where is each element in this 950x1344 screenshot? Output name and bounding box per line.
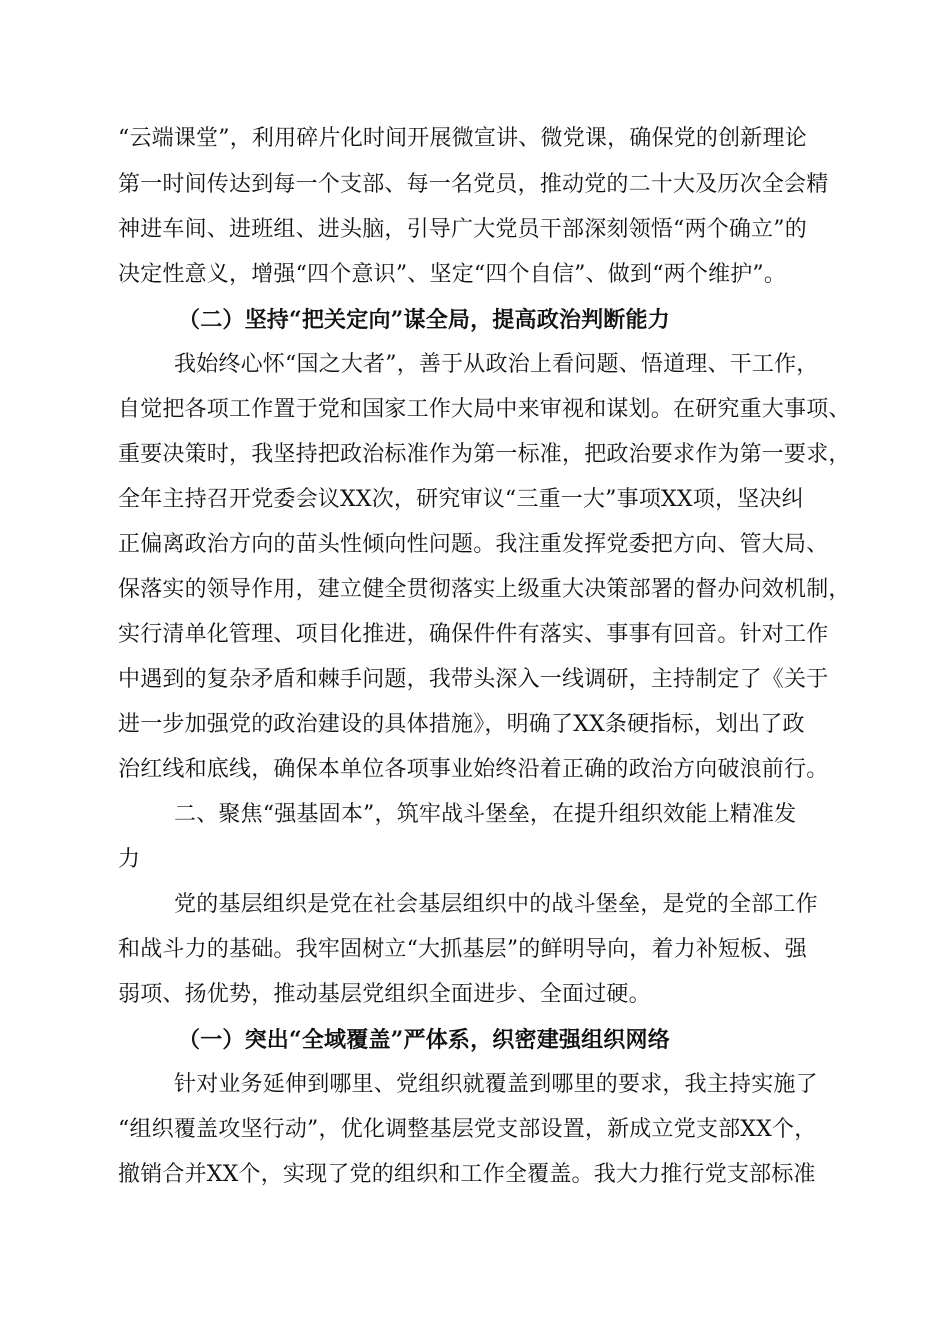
body-line: 重要决策时，我坚持把政治标准作为第一标准，把政治要求作为第一要求，	[118, 442, 851, 467]
body-line: 正偏离政治方向的苗头性倾向性问题。我注重发挥党委把方向、管大局、	[118, 532, 829, 557]
body-line: 治红线和底线，确保本单位各项事业始终沿着正确的政治方向破浪前行。	[118, 757, 829, 782]
body-line: 进一步加强党的政治建设的具体措施》，明确了XX条硬指标，划出了政	[118, 712, 805, 737]
body-line: 中遇到的复杂矛盾和棘手问题，我带头深入一线调研，主持制定了《关于	[118, 667, 829, 692]
body-line: 决定性意义，增强“四个意识”、坚定“四个自信”、做到“两个维护”。	[118, 262, 787, 287]
body-line: “云端课堂”，利用碎片化时间开展微宣讲、微党课，确保党的创新理论	[118, 126, 807, 151]
section-heading: （一）突出“全域覆盖”严体系，织密建强组织网络	[178, 1027, 670, 1053]
body-line: 实行清单化管理、项目化推进，确保件件有落实、事事有回音。针对工作	[118, 622, 829, 647]
body-line: 保落实的领导作用，建立健全贯彻落实上级重大决策部署的督办问效机制，	[118, 577, 851, 602]
body-line: 全年主持召开党委会议XX次，研究审议“三重一大”事项XX项，坚决纠	[118, 487, 804, 512]
body-line: 自觉把各项工作置于党和国家工作大局中来审视和谋划。在研究重大事项、	[118, 397, 851, 422]
body-line: 第一时间传达到每一个支部、每一名党员，推动党的二十大及历次全会精	[118, 172, 829, 197]
chapter-heading: 二、聚焦“强基固本”，筑牢战斗堡垒，在提升组织效能上精准发	[174, 802, 797, 827]
body-line: 神进车间、进班组、进头脑，引导广大党员干部深刻领悟“两个确立”的	[118, 217, 807, 242]
paragraph-first-line: 针对业务延伸到哪里、党组织就覆盖到哪里的要求，我主持实施了	[174, 1072, 818, 1097]
paragraph-first-line: 我始终心怀“国之大者”，善于从政治上看问题、悟道理、干工作，	[174, 352, 819, 377]
section-heading: （二）坚持“把关定向”谋全局，提高政治判断能力	[178, 307, 670, 333]
paragraph-first-line: 党的基层组织是党在社会基层组织中的战斗堡垒，是党的全部工作	[174, 892, 818, 917]
body-line: 撤销合并XX个，实现了党的组织和工作全覆盖。我大力推行党支部标准	[118, 1162, 816, 1187]
chapter-heading-continuation: 力	[118, 847, 141, 872]
body-line: “组织覆盖攻坚行动”，优化调整基层党支部设置，新成立党支部XX个，	[118, 1117, 817, 1142]
body-line: 和战斗力的基础。我牢固树立“大抓基层”的鲜明导向，着力补短板、强	[118, 937, 807, 962]
body-line: 弱项、扬优势，推动基层党组织全面进步、全面过硬。	[118, 982, 651, 1007]
